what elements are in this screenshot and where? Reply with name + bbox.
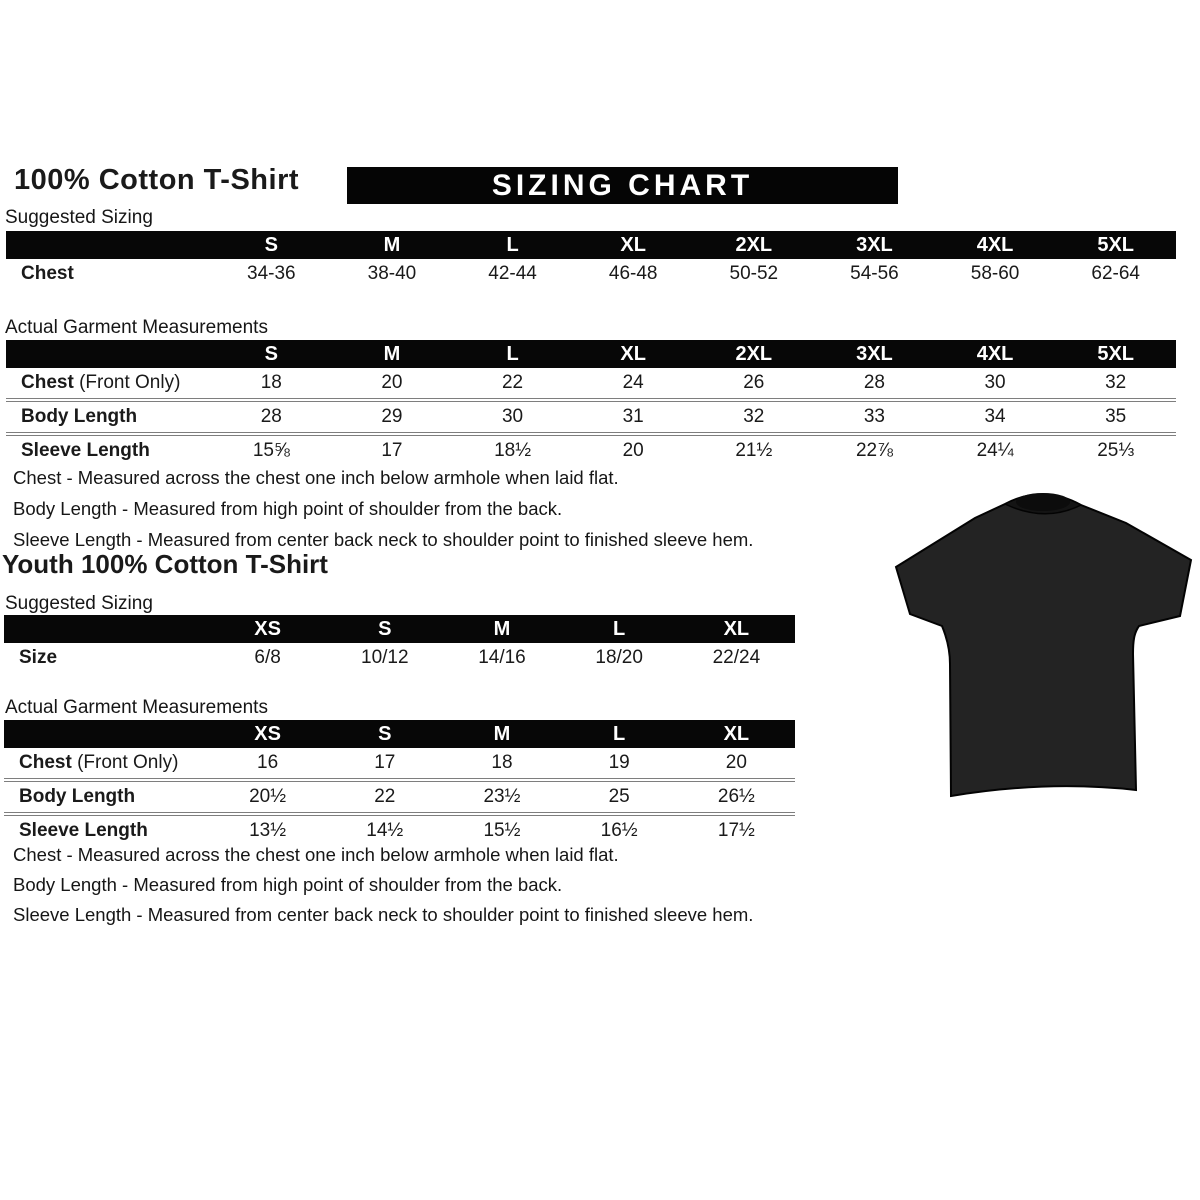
measurement-cell: 31	[573, 400, 694, 434]
size-column-header: M	[443, 720, 560, 748]
adult-suggested-sizing-table	[6, 231, 1176, 289]
measurement-cell: 32	[1105, 372, 1127, 393]
measurement-cell: 18/20	[595, 647, 643, 668]
measurement-cell: 34	[935, 400, 1056, 434]
measurement-row	[6, 259, 1176, 289]
size-column-header: S	[211, 340, 332, 368]
measurement-cell: 14/16	[478, 647, 526, 668]
measurement-row	[4, 748, 795, 780]
note-line: Chest - Measured across the chest one inch below armhole when laid flat.	[13, 844, 619, 865]
measurement-cell: 34-36	[247, 263, 296, 284]
size-header-row	[6, 231, 1176, 259]
measurement-cell: 18	[260, 372, 282, 393]
size-column-header: M	[332, 340, 453, 368]
size-column-header: M	[332, 231, 453, 259]
measurement-cell: 46-48	[608, 263, 658, 284]
sizing-chart-banner-text: SIZING CHART	[491, 169, 754, 202]
header-corner-cell	[4, 720, 209, 748]
measurement-cell: 22	[501, 372, 524, 393]
adult-actual-measurements-label: Actual Garment Measurements	[5, 317, 268, 338]
header-corner-cell	[6, 231, 211, 259]
size-column-header: XL	[573, 340, 694, 368]
note-line: Sleeve Length - Measured from center back neck to shoulder point to finished sleeve hem.	[13, 904, 754, 925]
measurement-cell: 20½	[209, 780, 326, 814]
size-column-header: 5XL	[1055, 340, 1176, 368]
note-line: Sleeve Length - Measured from center back neck to shoulder point to finished sleeve hem.	[13, 529, 754, 550]
size-column-header: 4XL	[935, 231, 1056, 259]
adult-section-title: 100% Cotton T-Shirt	[14, 164, 300, 196]
measurement-cell: 62-64	[1091, 263, 1140, 284]
measurement-cell: 25⅓	[1055, 434, 1176, 466]
adult-measurement-notes	[13, 462, 753, 555]
measurement-row	[6, 368, 1176, 400]
youth-actual-measurements-table	[4, 720, 795, 846]
measurement-cell: 58-60	[970, 263, 1020, 284]
measurement-cell: 13½	[209, 814, 326, 846]
note-line: Body Length - Measured from high point of shoulder from the back.	[13, 874, 563, 895]
measurement-cell: 50-52	[729, 263, 779, 284]
measurement-cell: 26	[743, 372, 765, 393]
row-label: Chest (Front Only)	[19, 752, 179, 773]
measurement-row	[6, 400, 1176, 434]
measurement-cell: 54-56	[850, 263, 899, 284]
measurement-cell: 25	[561, 780, 678, 814]
measurement-cell: 20	[725, 752, 747, 773]
size-column-header: XS	[209, 615, 326, 643]
adult-actual-measurements-table	[6, 340, 1176, 466]
row-label: Body Length	[6, 400, 211, 434]
measurement-cell: 20	[573, 434, 694, 466]
row-label: Size	[19, 647, 58, 668]
size-column-header: 5XL	[1055, 231, 1176, 259]
measurement-cell: 17	[374, 752, 396, 773]
measurement-cell: 10/12	[361, 647, 409, 668]
measurement-cell: 30	[984, 372, 1006, 393]
measurement-cell: 26½	[678, 780, 795, 814]
size-column-header: 3XL	[814, 231, 935, 259]
size-column-header: L	[452, 340, 573, 368]
adult-suggested-sizing-label: Suggested Sizing	[5, 207, 153, 228]
sizing-chart-banner	[347, 167, 898, 204]
measurement-cell: 22⅞	[814, 434, 935, 466]
measurement-cell: 35	[1055, 400, 1176, 434]
note-line: Chest - Measured across the chest one inch below armhole when laid flat.	[13, 467, 619, 488]
youth-suggested-sizing-label: Suggested Sizing	[5, 593, 153, 614]
measurement-cell: 14½	[326, 814, 443, 846]
measurement-cell: 17½	[678, 814, 795, 846]
measurement-cell: 30	[452, 400, 573, 434]
measurement-cell: 42-44	[488, 263, 537, 284]
measurement-cell: 28	[863, 372, 885, 393]
row-label: Chest	[21, 263, 74, 284]
measurement-row	[4, 643, 795, 673]
size-column-header: S	[326, 720, 443, 748]
row-label: Sleeve Length	[4, 814, 209, 846]
black-tshirt-image	[893, 478, 1198, 806]
measurement-cell: 32	[694, 400, 815, 434]
measurement-cell: 15⅝	[211, 434, 332, 466]
header-corner-cell	[6, 340, 211, 368]
measurement-cell: 15½	[443, 814, 560, 846]
measurement-cell: 20	[381, 372, 403, 393]
measurement-cell: 19	[608, 752, 630, 773]
size-header-row	[4, 615, 795, 643]
size-header-row	[6, 340, 1176, 368]
size-column-header: S	[326, 615, 443, 643]
measurement-cell: 16½	[561, 814, 678, 846]
measurement-cell: 17	[332, 434, 453, 466]
measurement-cell: 18	[491, 752, 513, 773]
measurement-cell: 24	[622, 372, 644, 393]
youth-section-title: Youth 100% Cotton T-Shirt	[2, 549, 328, 579]
size-column-header: XL	[573, 231, 694, 259]
measurement-cell: 21½	[694, 434, 815, 466]
size-header-row	[4, 720, 795, 748]
measurement-cell: 33	[814, 400, 935, 434]
size-column-header: L	[561, 720, 678, 748]
measurement-row	[4, 780, 795, 814]
measurement-cell: 22/24	[712, 647, 761, 668]
row-label: Body Length	[4, 780, 209, 814]
measurement-cell: 22	[326, 780, 443, 814]
header-corner-cell	[4, 615, 209, 643]
size-column-header: 2XL	[694, 231, 815, 259]
size-column-header: S	[211, 231, 332, 259]
youth-suggested-sizing-table	[4, 615, 795, 673]
row-label: Chest (Front Only)	[21, 372, 181, 393]
note-line: Body Length - Measured from high point of shoulder from the back.	[13, 498, 563, 519]
measurement-cell: 6/8	[254, 647, 281, 668]
size-column-header: XL	[678, 615, 795, 643]
size-column-header: 3XL	[814, 340, 935, 368]
youth-measurement-notes	[13, 840, 753, 930]
measurement-cell: 23½	[443, 780, 560, 814]
size-column-header: XL	[678, 720, 795, 748]
size-column-header: L	[561, 615, 678, 643]
measurement-cell: 38-40	[367, 263, 417, 284]
measurement-cell: 29	[332, 400, 453, 434]
size-column-header: XS	[209, 720, 326, 748]
measurement-cell: 24¼	[935, 434, 1056, 466]
size-column-header: L	[452, 231, 573, 259]
tshirt-body-shape	[896, 494, 1191, 796]
youth-actual-measurements-label: Actual Garment Measurements	[5, 697, 268, 718]
size-column-header: 2XL	[694, 340, 815, 368]
size-column-header: M	[443, 615, 560, 643]
size-column-header: 4XL	[935, 340, 1056, 368]
measurement-cell: 28	[211, 400, 332, 434]
measurement-cell: 16	[257, 752, 279, 773]
tshirt-neck-opening	[1016, 493, 1070, 511]
row-label: Sleeve Length	[6, 434, 211, 466]
measurement-cell: 18½	[452, 434, 573, 466]
